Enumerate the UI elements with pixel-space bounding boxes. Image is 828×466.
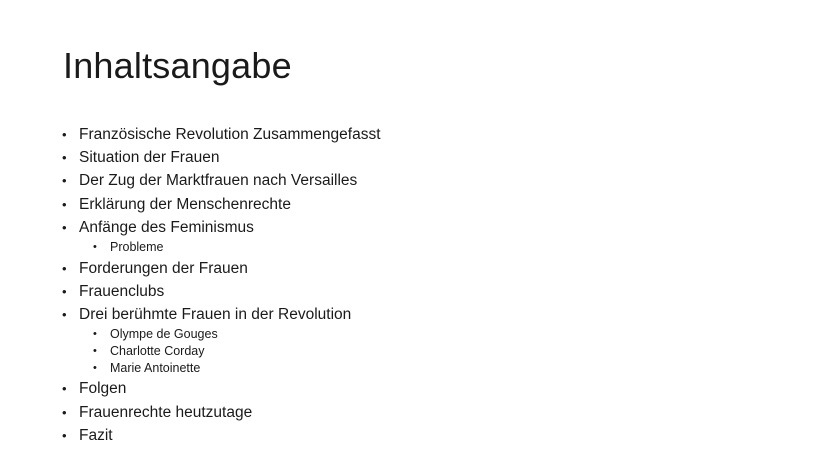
- agenda-item-label: Forderungen der Frauen: [79, 259, 248, 277]
- bullet-icon: •: [62, 404, 67, 420]
- agenda-subitem: [79, 343, 782, 360]
- agenda-item: [62, 377, 782, 400]
- agenda-subitem-label: Probleme: [110, 240, 164, 255]
- agenda-subitem-label: Olympe de Gouges: [110, 327, 218, 342]
- bullet-icon: •: [62, 260, 67, 276]
- bullet-icon: •: [62, 127, 67, 142]
- agenda-subitem: [79, 360, 782, 377]
- agenda-item: [62, 257, 782, 280]
- agenda-item-label: Frauenrechte heutzutage: [79, 403, 253, 421]
- bullet-icon: •: [62, 173, 67, 189]
- agenda-item: [62, 146, 782, 169]
- agenda-item-label: Drei berühmte Frauen in der Revolution: [79, 306, 352, 324]
- agenda-item-label: Frauenclubs: [79, 282, 165, 300]
- agenda-sublist: [79, 326, 782, 376]
- agenda-item: [62, 193, 782, 216]
- agenda-item-label: Französische Revolution Zusammengefasst: [79, 126, 381, 143]
- agenda-item: [62, 280, 782, 303]
- bullet-icon: •: [62, 196, 67, 212]
- agenda-item-label: Anfänge des Feminismus: [79, 218, 254, 236]
- bullet-icon: •: [62, 307, 67, 323]
- agenda-item-label: Erklärung der Menschenrechte: [79, 195, 291, 213]
- agenda-subitem-label: Marie Antoinette: [110, 360, 201, 375]
- bullet-icon: •: [62, 427, 67, 443]
- slide-content: [62, 123, 782, 447]
- agenda-item: [62, 123, 782, 146]
- agenda-item: [62, 424, 782, 447]
- agenda-list: [62, 123, 782, 447]
- bullet-icon: •: [62, 381, 67, 397]
- agenda-item-label: Folgen: [79, 380, 127, 398]
- slide-title: Inhaltsangabe: [63, 45, 292, 86]
- agenda-item-label: Fazit: [79, 426, 113, 444]
- bullet-icon: •: [93, 345, 97, 358]
- agenda-item: [62, 401, 782, 424]
- agenda-sublist: [79, 239, 782, 256]
- agenda-item: [62, 216, 782, 256]
- bullet-icon: •: [62, 219, 67, 235]
- bullet-icon: •: [62, 150, 67, 166]
- agenda-item-label: Der Zug der Marktfrauen nach Versailles: [79, 172, 358, 190]
- bullet-icon: •: [93, 241, 97, 254]
- agenda-subitem-label: Charlotte Corday: [110, 344, 205, 359]
- bullet-icon: •: [93, 361, 97, 374]
- agenda-subitem: [79, 326, 782, 343]
- agenda-item: [62, 303, 782, 376]
- agenda-item-label: Situation der Frauen: [79, 149, 220, 167]
- agenda-subitem: [79, 239, 782, 256]
- bullet-icon: •: [62, 283, 67, 299]
- agenda-item: [62, 169, 782, 192]
- bullet-icon: •: [93, 328, 97, 341]
